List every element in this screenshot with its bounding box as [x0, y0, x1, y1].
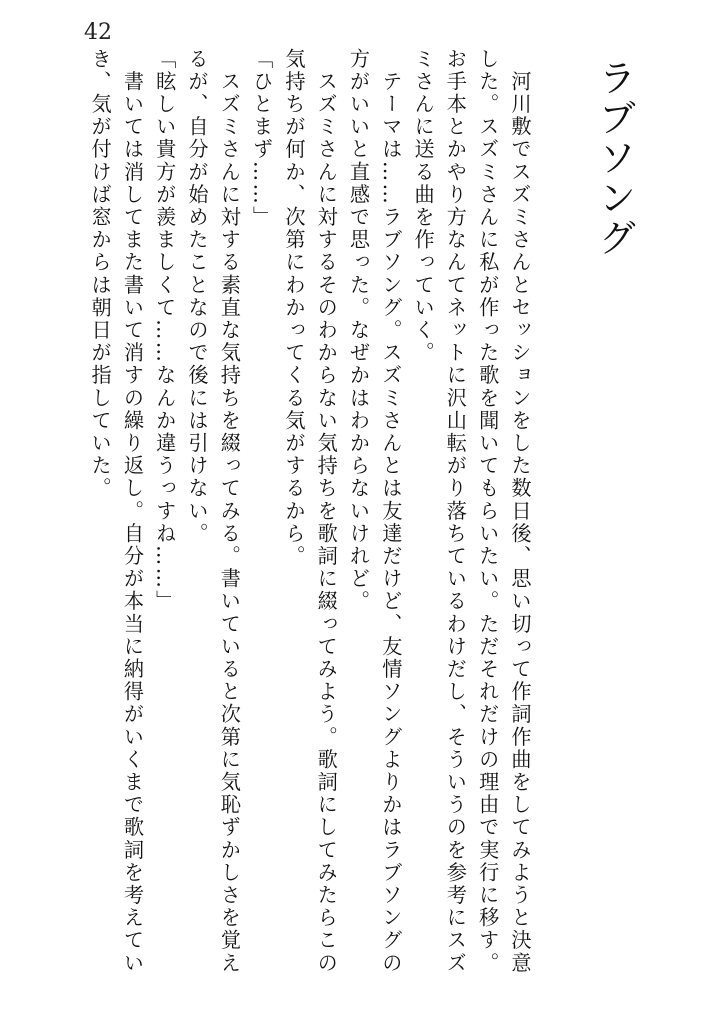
paragraph: 河川敷でスズミさんとセッションをした数日後、思い切って作詞作曲をしてみようと決意した。スズミさんに私が作った歌を聞いてもらいたい。ただそれだけの理由で実行に移す。お手本とかやり方なんてネットに沢山転がり落ちているわけだし、そういうのを参考にスズミさんに送る曲を作っていく。 — [411, 48, 532, 975]
chapter-title: ラブソング — [592, 58, 636, 258]
paragraph: テーマは……ラブソング。スズミさんとは友達だけど、友情ソングよりかはラブソングの方がいいと直感で思った。なぜかはわからないけれど。 — [346, 48, 403, 975]
page-number: 42 — [84, 20, 112, 45]
dialogue-line: 「ひとまず……」 — [249, 48, 274, 229]
paragraph: スズミさんに対するそのわからない気持ちを歌詞に綴ってみよう。歌詞にしてみたらこの気持ちが何か、次第にわかってくる気がするから。 — [281, 48, 339, 975]
dialogue-line: 「眩しい貴方が羨ましくて……なんか違うっすね……」 — [152, 48, 177, 613]
body-text — [84, 48, 536, 978]
paragraph: 書いては消してまた書いて消すの繰り返し。自分が本当に納得がいくまで歌詞を考えていき、気が付けば窓からは朝日が指していた。 — [88, 48, 145, 975]
paragraph: スズミさんに対する素直な気持ちを綴ってみる。書いていると次第に気恥ずかしさを覚えるが、自分が始めたことなので後には引けない。 — [185, 48, 242, 975]
